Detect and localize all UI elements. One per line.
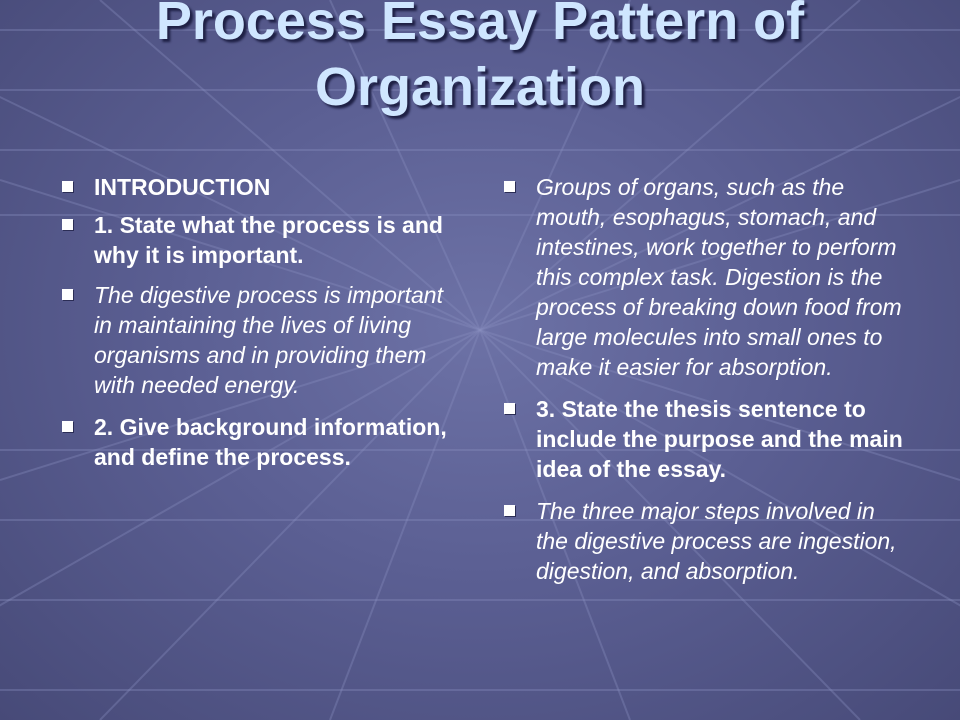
square-bullet-icon — [62, 421, 73, 432]
left-bullet-list — [58, 172, 458, 478]
bullet-text: The three major steps involved in the digestive process are ingestion, digestion, and absorption. — [536, 498, 897, 584]
list-item — [58, 172, 458, 202]
title-line-1: Process Essay Pattern of — [155, 0, 805, 51]
bullet-text: INTRODUCTION — [94, 174, 271, 200]
list-item — [58, 280, 458, 400]
square-bullet-icon — [62, 181, 73, 192]
list-item — [58, 412, 458, 472]
square-bullet-icon — [504, 403, 515, 414]
square-bullet-icon — [62, 289, 73, 300]
list-item — [500, 496, 910, 586]
list-item — [500, 172, 910, 382]
bullet-text: 3. State the thesis sentence to include the purpose and the main idea of the essay. — [536, 396, 903, 482]
bullet-text: Groups of organs, such as the mouth, esophagus, stomach, and intestines, work together to perform this complex task. Digestion is the process of breaking down food from large molecules into small ones to make it easier for absorption. — [536, 174, 902, 380]
square-bullet-icon — [504, 505, 515, 516]
bullet-text: The digestive process is important in maintaining the lives of living organisms and in providing them with needed energy. — [94, 282, 443, 398]
list-item — [500, 394, 910, 484]
list-item — [58, 210, 458, 270]
square-bullet-icon — [62, 219, 73, 230]
bullet-text: 1. State what the process is and why it is important. — [94, 212, 443, 268]
slide-title — [40, 0, 920, 120]
square-bullet-icon — [504, 181, 515, 192]
title-line-2: Organization — [314, 57, 645, 117]
right-bullet-list — [500, 172, 910, 592]
bullet-text: 2. Give background information, and define the process. — [94, 414, 447, 470]
